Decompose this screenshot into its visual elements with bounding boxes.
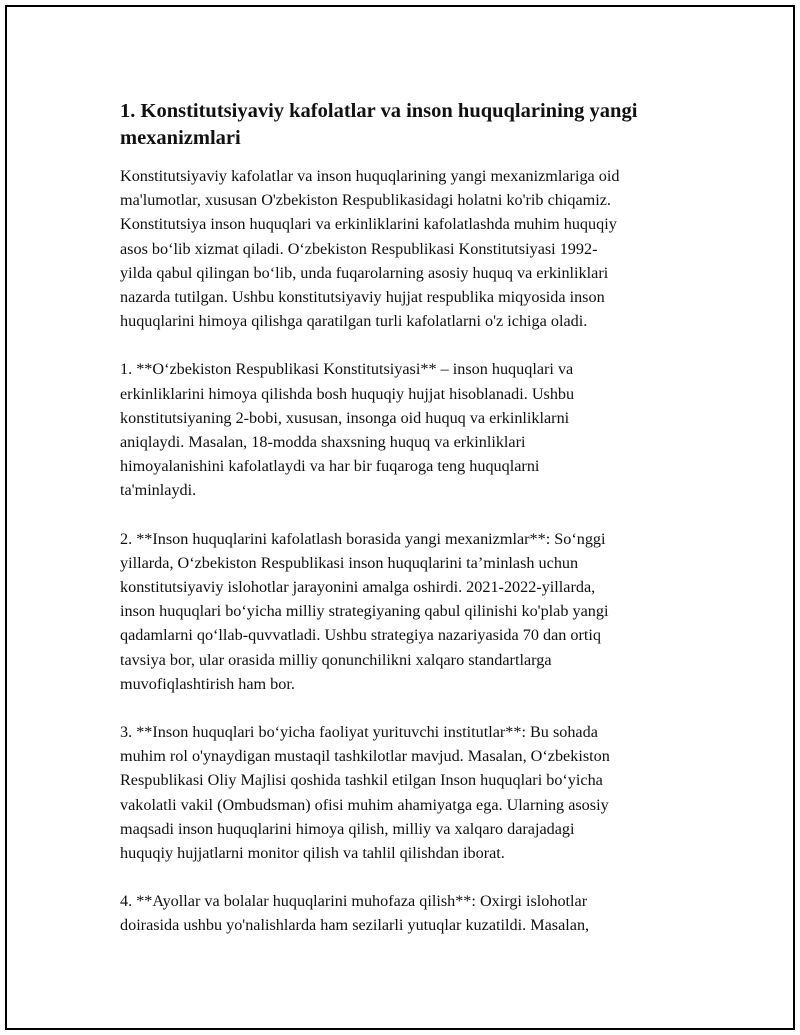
document-body: [120, 98, 700, 962]
section-title: 1. Konstitutsiyaviy kafolatlar va inson huquqlarining yangi mexanizmlari: [120, 100, 638, 149]
list-item-4-paragraph: 4. **Ayollar va bolalar huquqlarini muhofaza qilish**: Oxirgi islohotlar doirasida ushbu yo'nalishlarda ham sezilarli yutuqlar kuzatildi. Masalan,: [120, 892, 590, 935]
document-page: [5, 5, 795, 1030]
list-item-1-paragraph: 1. **O‘zbekiston Respublikasi Konstitutsiyasi** – inson huquqlari va erkinliklarini himoya qilishda bosh huquqiy hujjat hisoblanadi. Ushbu konstitutsiyaning 2-bobi, xususan, insonga oid huquq va erkinliklarni aniqlaydi. Masalan, 18-modda shaxsning huquq va erkinliklari himoyalanishini kafolatlaydi va har bir fuqaroga teng huquqlarni ta'minlaydi.: [120, 360, 575, 500]
list-item-3-paragraph: 3. **Inson huquqlari bo‘yicha faoliyat yurituvchi institutlar**: Bu sohada muhim rol o'ynaydigan mustaqil tashkilotlar mavjud. Masalan, O‘zbekiston Respublikasi Oliy Majlisi qoshida tashkil etilgan Inson huquqlari bo‘yicha vakolatli vakil (Ombudsman) ofisi muhim ahamiyatga ega. Ularning asosiy maqsadi inson huquqlarini himoya qilish, milliy va xalqaro darajadagi huquqiy hujjatlarni monitor qilish va tahlil qilishdan iborat.: [120, 723, 610, 863]
list-item-2-paragraph: 2. **Inson huquqlarini kafolatlash borasida yangi mexanizmlar**: So‘nggi yillarda, O‘zbekiston Respublikasi inson huquqlarini ta’minlash uchun konstitutsiyaviy islohotlar jarayonini amalga oshirdi. 2021-2022-yillarda, inson huquqlari bo‘yicha milliy strategiyaning qabul qilinishi ko'plab yangi qadamlarni qo‘llab-quvvatladi. Ushbu strategiya nazariyasida 70 dan ortiq tavsiya bor, ular orasida milliy qonunchilikni xalqaro standartlarga muvofiqlashtirish ham bor.: [120, 529, 609, 693]
intro-paragraph: Konstitutsiyaviy kafolatlar va inson huquqlarining yangi mexanizmlariga oid ma'lumotlar, xususan O'zbekiston Respublikasidagi holatni ko'rib chiqamiz. Konstitutsiya inson huquqlari va erkinliklarini kafolatlashda muhim huquqiy asos bo‘lib xizmat qiladi. O‘zbekiston Respublikasi Konstitutsiyasi 1992- yilda qabul qilingan bo‘lib, unda fuqarolarning asosiy huquq va erkinliklari nazarda tutilgan. Ushbu konstitutsiyaviy hujjat respublika miqyosida inson huquqlarini himoya qilishga qaratilgan turli kafolatlarni o'z ichiga oladi.: [120, 167, 620, 331]
